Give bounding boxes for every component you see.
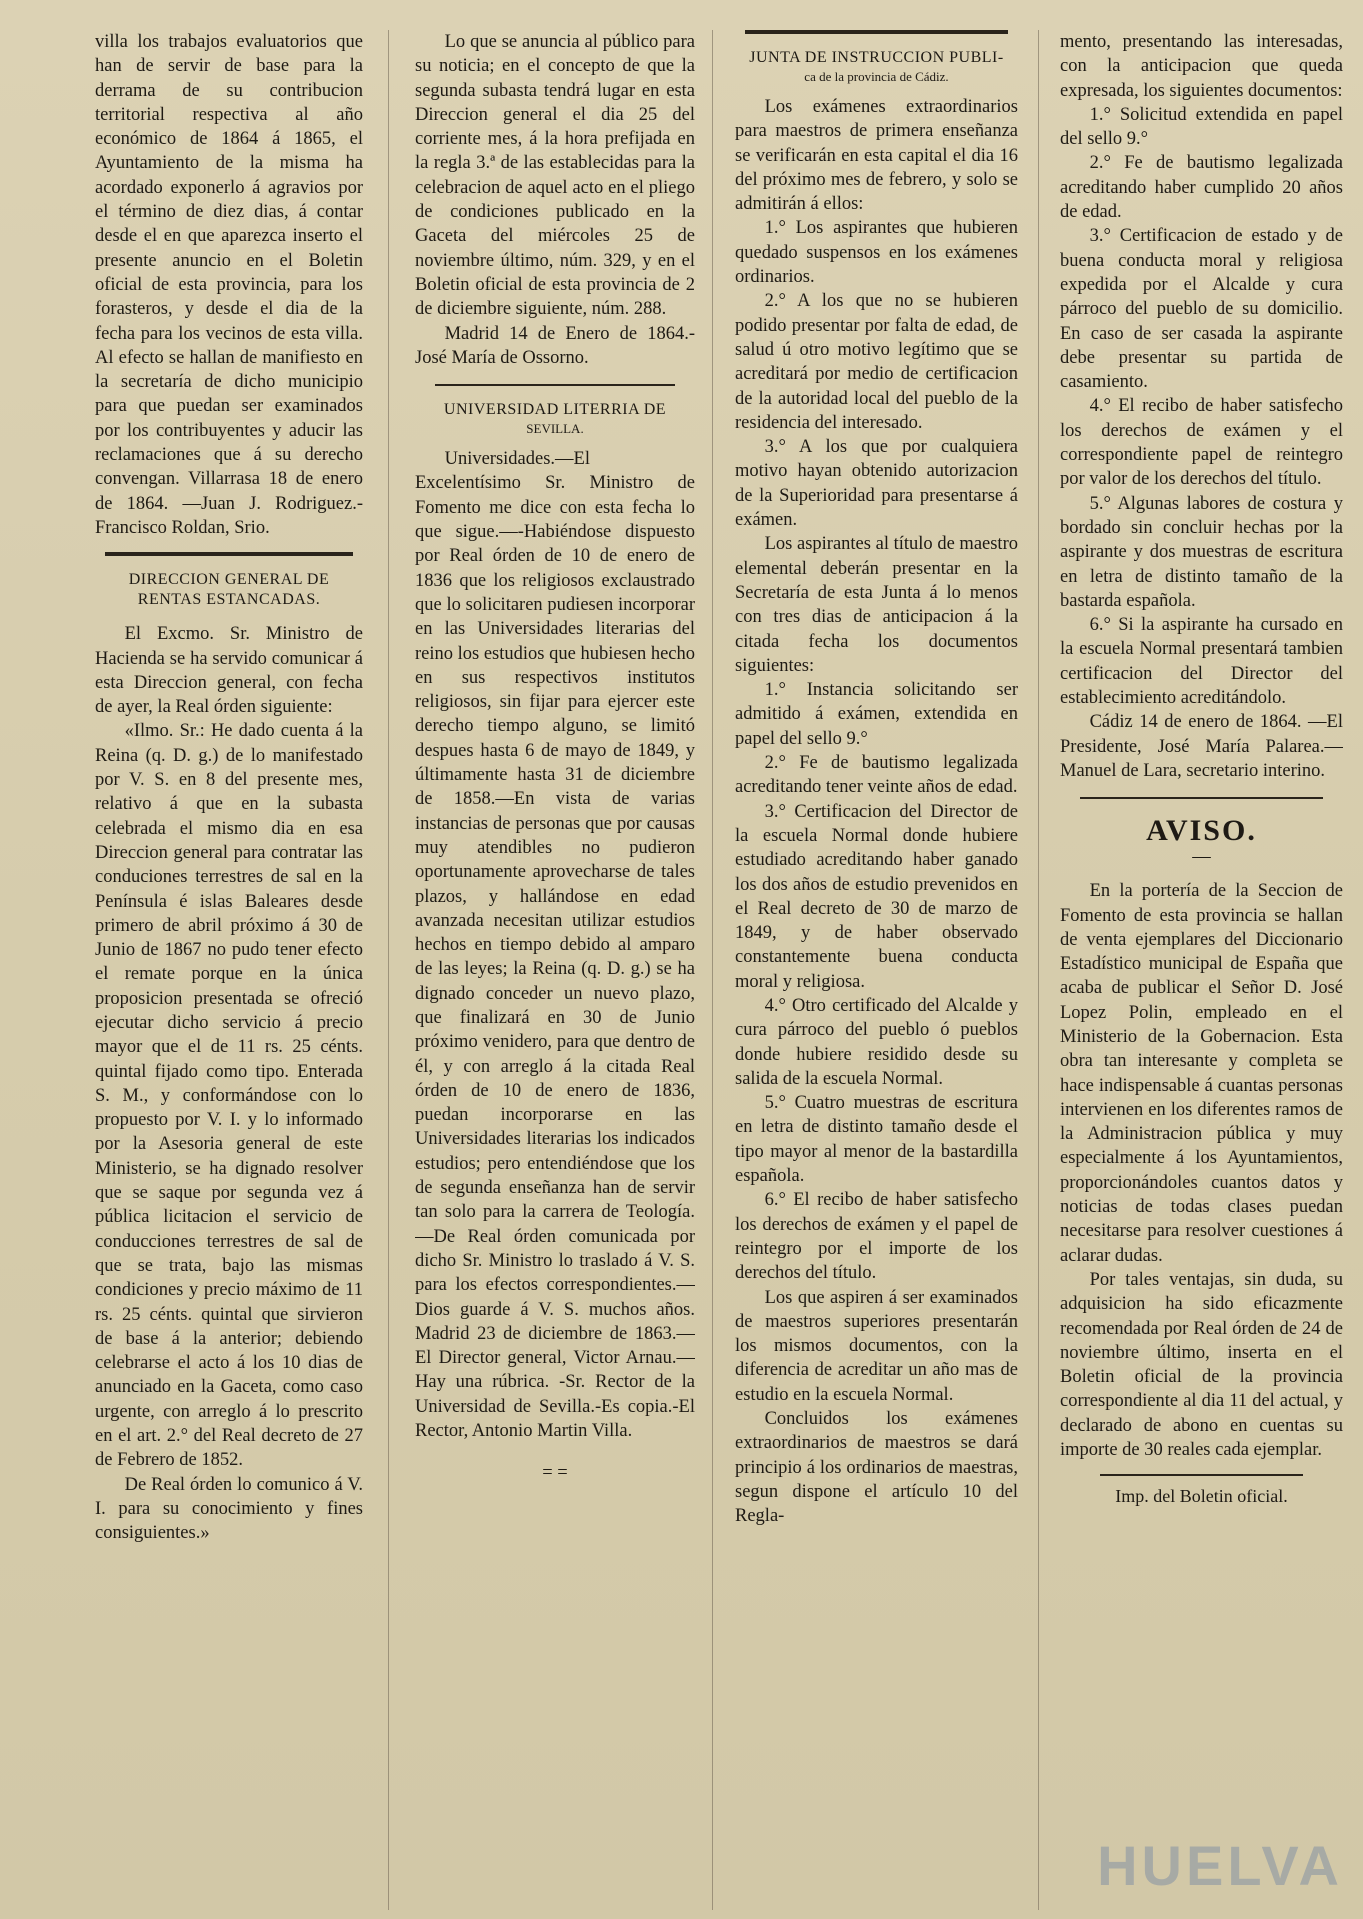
section-rule [1100,1474,1303,1476]
section-rule [745,30,1008,34]
paragraph: villa los trabajos evaluatorios que han de servir de base para la derrama de su contribucion territorial respectiva al año económico de 1864 á 1865, el Ayuntamiento de la misma ha acordado exponerlo á agravios por el término de diez dias, á contar desde el en que aparezca inserto el presente anuncio en el Boletin oficial de esta provincia, para los forasteros, y desde el dia de la fecha para los vecinos de esta villa. Al efecto se hallan de manifiesto en la secretaría de dicho municipio para que puedan ser examinados por los contribuyentes y aducir las reclamaciones que á su derecho convengan. Villarrasa 18 de enero de 1864. —Juan J. Rodriguez.-Francisco Roldan, Srio. [95,32,363,538]
section-rule [1080,797,1323,799]
paragraph: Lo que se anuncia al público para su noticia; en el concepto de que la segunda subasta tendrá lugar en esta Direccion general el dia 25 del corriente mes, á la hora prefijada en la regla 3.ª de las establecidas para la celebracion de aquel acto en el pliego de condiciones publicado en la Gaceta del miércoles 25 de noviembre último, núm. 329, y en el Boletin oficial de esta provincia de 2 de diciembre siguiente, núm. 288. [415,32,695,320]
paragraph: 2.° Fe de bautismo legalizada acreditando haber cumplido 20 años de edad. [1060,153,1343,223]
paragraph: 3.° Certificacion del Director de la escuela Normal donde hubiere estudiado acreditando haber ganado los dos años de estudio prevenidos en el Real decreto de 30 de marzo de 1849, y de haber observado constantemente buena conducta moral y religiosa. [735,801,1018,992]
paragraph: mento, presentando las interesadas, con la anticipacion que queda expresada, los siguientes documentos: [1060,32,1343,101]
printer-imprint: Imp. del Boletin oficial. [1115,1486,1288,1507]
column-2 [415,30,695,1910]
column-divider [712,30,713,1910]
paragraph: 4.° El recibo de haber satisfecho los derechos de exámen y el correspondiente papel de reintegro por valor de los derechos del título. [1060,396,1343,490]
paragraph: Los aspirantes al título de maestro elemental deberán presentar en la Secretaría de esta Junta á lo menos con tres dias de anticipacion á la citada fecha los documentos siguientes: [735,534,1018,676]
paragraph: 5.° Algunas labores de costura y bordado sin concluir hechas por la aspirante y dos muestras de escritura en letra de distinto tamaño de la bastarda española. [1060,493,1343,611]
paragraph: 2.° A los que no se hubieren podido presentar por falta de edad, de salud ú otro motivo legítimo que se acreditará por medio de certificacion de la autoridad local del pueblo de la residencia del interesado. [735,291,1018,433]
paragraph: 3.° Certificacion de estado y de buena conducta moral y religiosa expedida por el Alcalde y cura párroco del pueblo de su domicilio. En caso de ser casada la aspirante debe presentar su partida de casamiento. [1060,226,1343,393]
section-heading: DIRECCION GENERAL DE RENTAS ESTANCADAS. [128,571,330,609]
notice-heading: AVISO. [1146,814,1257,848]
heading-dash: — [1192,847,1211,868]
section-subheading: SEVILLA. [526,421,584,437]
paragraph: Los exámenes extraordinarios para maestros de primera enseñanza se verificarán en esta capital el dia 16 del próximo mes de febrero, y solo se admitirán á ellos: [735,97,1018,215]
paragraph: De Real órden lo comunico á V. I. para su conocimiento y fines consiguientes.» [95,1474,363,1544]
paragraph: 5.° Cuatro muestras de escritura en letra de distinto tamaño desde el tipo mayor al menor de la bastardilla española. [735,1093,1018,1187]
paragraph: Concluidos los exámenes extraordinarios de maestros se dará principio á los ordinarios de maestras, segun dispone el artículo 10 del Regla- [735,1409,1018,1527]
column-4 [1060,30,1343,1910]
paragraph: Universidades.—El Excelentísimo Sr. Ministro de Fomento me dice con esta fecha lo que sigue.—-Habiéndose dispuesto por Real órden de 10 de enero de 1836 que los religiosos exclaustrado que lo solicitaren pudiesen incorporar en las Universidades literarias del reino los estudios que hubiesen hecho en sus respectivos institutos religiosos, sin fijar para ejercer este derecho tiempo alguno, se limitó despues hasta 6 de mayo de 1849, y últimamente hasta 31 de diciembre de 1858.—En vista de varias instancias de personas que por causas muy atendibles no pudieron oportunamente aprovecharse de tales plazos, y hallándose en edad avanzada necesitan utilizar estudios hechos en tiempo debido al amparo de las leyes; la Reina (q. D. g.) se ha dignado conceder un nuevo plazo, que finalizará en 30 de Junio próximo venidero, para que dentro de él, y con arreglo á la citada Real órden de 10 de enero de 1836, puedan incorporarse en las Universidades literarias los indicados estudios; pero entendiéndose que los de segunda enseñanza han de servir tan solo para la carrera de Teología.—De Real órden comunicada por dicho Sr. Ministro lo traslado á V. S. para los efectos correspondientes.—Dios guarde á V. S. muchos años. Madrid 23 de diciembre de 1863.—El Director general, Victor Arnau.—Hay una rúbrica. -Sr. Rector de la Universidad de Sevilla.-Es copia.-El Rector, Antonio Martin Villa. [415,449,695,1442]
paragraph: «Ilmo. Sr.: He dado cuenta á la Reina (q. D. g.) de lo manifestado por V. S. en 8 del presente mes, relativo á que en la subasta celebrada el mismo dia en esa Direccion general para contratar las conduciones terrestres de sal en la Península é islas Baleares desde primero de abril próximo á 30 de Junio de 1867 no pudo tener efecto el remate porque en la única proposicion presentada se ofreció ejecutar dicho servicio á precio mayor que el de 11 rs. 25 cénts. quintal fijado como tipo. Enterada S. M., y conformándose con lo propuesto por V. I. y lo informado por la Asesoria general de este Ministerio, se ha dignado resolver que se saque por segunda vez á pública licitacion el servicio de conducciones terrestres de sal de que se trata, bajo las mismas condiciones y precio máximo de 11 rs. 25 cénts. quintal que sirvieron de base á la anterior; debiendo celebrarse el acto á los 10 dias de anunciado en la Gaceta, como caso urgente, con arreglo á lo prescrito en el art. 2.° del Real decreto de 27 de Febrero de 1852. [95,721,363,1471]
paragraph: Por tales ventajas, sin duda, su adquisicion ha sido eficazmente recomendada por Real órden de 24 de noviembre último, inserta en el Boletin oficial de la provincia correspondiente al dia 11 del actual, y declarado de abono en cuentas su importe de 30 reales cada ejemplar. [1060,1269,1343,1461]
paragraph: En la portería de la Seccion de Fomento de esta provincia se hallan de venta ejemplares del Diccionario Estadístico municipal de España que acaba de publicar el Señor D. José Lopez Polin, empleado en el Ministerio de la Gobernacion. Esta obra tan interesante y completa se hace indispensable á cuantas personas intervienen en los diferentes ramos de la Administracion pública y muy especialmente á los Ayuntamientos, proporcionándoles cuantos datos y noticias de todas clases puedan necesitarse para resolver cuestiones á aclarar dudas. [1060,881,1343,1266]
paragraph: 1.° Los aspirantes que hubieren quedado suspensos en los exámenes ordinarios. [735,218,1018,288]
section-rule [435,384,675,386]
paragraph: El Excmo. Sr. Ministro de Hacienda se ha servido comunicar á esta Direccion general, con fecha de ayer, la Real órden siguiente: [95,624,363,718]
paragraph: 1.° Solicitud extendida en papel del sello 9.° [1060,104,1343,150]
column-3 [735,30,1018,1910]
column-divider [388,30,389,1910]
library-stamp: HUELVA [1097,1834,1343,1897]
paragraph: 2.° Fe de bautismo legalizada acreditando tener veinte años de edad. [735,753,1018,798]
section-rule [105,552,353,556]
paragraph: Los que aspiren á ser examinados de maestros superiores presentarán los mismos documentos, con la diferencia de acreditar un año mas de estudio en la escuela Normal. [735,1287,1018,1405]
column-divider [1038,30,1039,1910]
paragraph: Madrid 14 de Enero de 1864.-José María de Ossorno. [415,323,695,368]
section-heading: UNIVERSIDAD LITERRIA DE [443,401,667,419]
paragraph: Cádiz 14 de enero de 1864. —El Presidente, José María Palarea.—Manuel de Lara, secretario interino. [1060,712,1343,781]
paragraph: 3.° A los que por cualquiera motivo hayan obtenido autorizacion de la Superioridad para presentarse á exámen. [735,437,1018,531]
paragraph: 6.° El recibo de haber satisfecho los derechos de exámen y el papel de reintegro por el importe de los derechos del título. [735,1190,1018,1284]
paragraph: 1.° Instancia solicitando ser admitido á exámen, extendida en papel del sello 9.° [735,680,1018,749]
section-heading: JUNTA DE INSTRUCCION PUBLI- [749,49,1004,66]
paragraph: 6.° Si la aspirante ha cursado en la escuela Normal presentará tambien certificacion del Director del establecimiento acreditándolo. [1060,615,1343,709]
section-subheading: ca de la provincia de Cádiz. [804,69,949,84]
column-1 [95,30,363,1910]
paragraph: 4.° Otro certificado del Alcalde y cura párroco del pueblo ó pueblos donde hubiere residido desde su salida de la escuela Normal. [735,995,1018,1089]
end-mark: = = [542,1463,568,1484]
